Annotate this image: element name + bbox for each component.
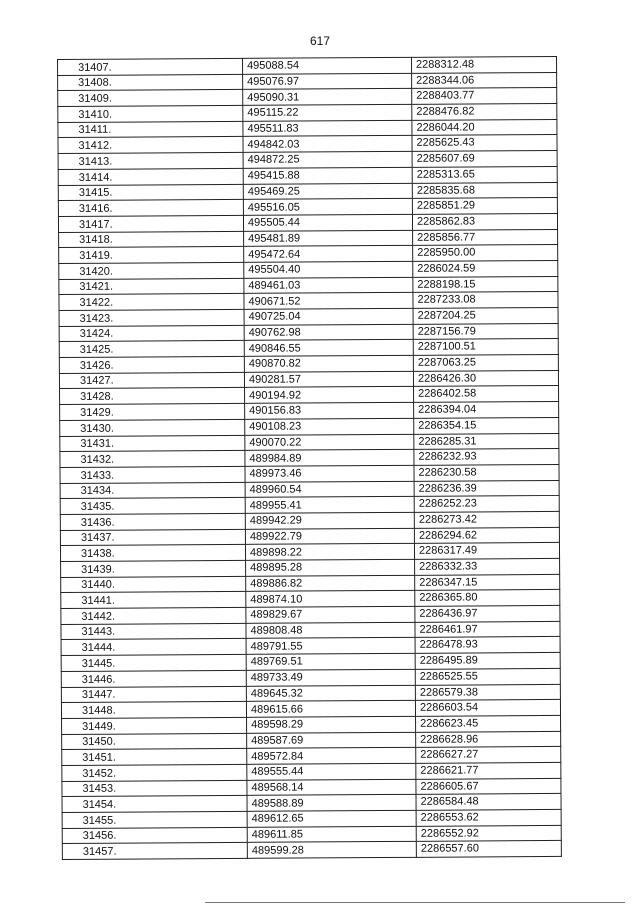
x-coordinate-cell: 495472.64 bbox=[244, 246, 413, 263]
point-id-cell: 31437. bbox=[60, 529, 245, 546]
y-coordinate-cell: 2288403.77 bbox=[412, 88, 557, 105]
point-id-cell: 31430. bbox=[60, 419, 245, 436]
x-coordinate-cell: 489898.22 bbox=[245, 544, 414, 561]
point-id-cell: 31408. bbox=[58, 74, 243, 91]
x-coordinate-cell: 490762.98 bbox=[244, 324, 413, 341]
y-coordinate-cell: 2288476.82 bbox=[412, 104, 557, 121]
x-coordinate-cell: 495505.44 bbox=[243, 214, 412, 231]
x-coordinate-cell: 489895.28 bbox=[246, 559, 415, 576]
bottom-rule bbox=[205, 902, 625, 903]
x-coordinate-cell: 489599.28 bbox=[247, 842, 416, 859]
x-coordinate-cell: 489572.84 bbox=[247, 748, 416, 765]
y-coordinate-cell: 2288312.48 bbox=[411, 56, 556, 73]
point-id-cell: 31432. bbox=[60, 451, 245, 468]
y-coordinate-cell: 2286285.31 bbox=[414, 433, 559, 450]
x-coordinate-cell: 495088.54 bbox=[242, 57, 411, 74]
y-coordinate-cell: 2288198.15 bbox=[413, 276, 558, 293]
y-coordinate-cell: 2286461.97 bbox=[415, 621, 560, 638]
y-coordinate-cell: 2286603.54 bbox=[415, 700, 560, 717]
point-id-cell: 31429. bbox=[60, 403, 245, 420]
y-coordinate-cell: 2285851.29 bbox=[412, 198, 557, 215]
y-coordinate-cell: 2286332.33 bbox=[415, 558, 560, 575]
y-coordinate-cell: 2285856.77 bbox=[413, 229, 558, 246]
y-coordinate-cell: 2286628.96 bbox=[416, 731, 561, 748]
x-coordinate-cell: 490281.57 bbox=[244, 371, 413, 388]
x-coordinate-cell: 495076.97 bbox=[243, 73, 412, 90]
point-id-cell: 31423. bbox=[59, 309, 244, 326]
coordinate-table-body bbox=[58, 56, 562, 859]
x-coordinate-cell: 489942.29 bbox=[245, 512, 414, 529]
y-coordinate-cell: 2286365.80 bbox=[415, 590, 560, 607]
x-coordinate-cell: 489769.51 bbox=[246, 653, 415, 670]
x-coordinate-cell: 495090.31 bbox=[243, 89, 412, 106]
y-coordinate-cell: 2286273.42 bbox=[414, 511, 559, 528]
y-coordinate-cell: 2286044.20 bbox=[412, 119, 557, 136]
x-coordinate-cell: 495115.22 bbox=[243, 104, 412, 121]
page-number: 617 bbox=[309, 34, 331, 48]
y-coordinate-cell: 2285950.00 bbox=[413, 245, 558, 262]
x-coordinate-cell: 490846.55 bbox=[244, 340, 413, 357]
y-coordinate-cell: 2286252.23 bbox=[414, 496, 559, 513]
y-coordinate-cell: 2285835.68 bbox=[412, 182, 557, 199]
point-id-cell: 31418. bbox=[59, 231, 244, 248]
x-coordinate-cell: 490870.82 bbox=[244, 355, 413, 372]
x-coordinate-cell: 495516.05 bbox=[243, 199, 412, 216]
point-id-cell: 31421. bbox=[59, 278, 244, 295]
y-coordinate-cell: 2286525.55 bbox=[415, 668, 560, 685]
point-id-cell: 31452. bbox=[62, 764, 247, 781]
x-coordinate-cell: 495511.83 bbox=[243, 120, 412, 137]
y-coordinate-cell: 2285625.43 bbox=[412, 135, 557, 152]
y-coordinate-cell: 2285862.83 bbox=[412, 213, 557, 230]
point-id-cell: 31438. bbox=[60, 545, 245, 562]
y-coordinate-cell: 2286436.97 bbox=[415, 606, 560, 623]
point-id-cell: 31428. bbox=[60, 388, 245, 405]
point-id-cell: 31447. bbox=[61, 686, 246, 703]
table-row bbox=[62, 841, 561, 860]
point-id-cell: 31450. bbox=[62, 733, 247, 750]
point-id-cell: 31410. bbox=[58, 105, 243, 122]
point-id-cell: 31443. bbox=[61, 623, 246, 640]
x-coordinate-cell: 489808.48 bbox=[246, 622, 415, 639]
x-coordinate-cell: 495504.40 bbox=[244, 261, 413, 278]
x-coordinate-cell: 489955.41 bbox=[245, 497, 414, 514]
point-id-cell: 31444. bbox=[61, 639, 246, 656]
point-id-cell: 31409. bbox=[58, 90, 243, 107]
y-coordinate-cell: 2286230.58 bbox=[414, 464, 559, 481]
point-id-cell: 31448. bbox=[61, 702, 246, 719]
y-coordinate-cell: 2287156.79 bbox=[413, 323, 558, 340]
y-coordinate-cell: 2286232.93 bbox=[414, 449, 559, 466]
y-coordinate-cell: 2286426.30 bbox=[413, 370, 558, 387]
x-coordinate-cell: 489960.54 bbox=[245, 481, 414, 498]
point-id-cell: 31407. bbox=[58, 58, 243, 75]
y-coordinate-cell: 2286557.60 bbox=[416, 841, 561, 858]
point-id-cell: 31439. bbox=[61, 560, 246, 577]
y-coordinate-cell: 2286623.45 bbox=[416, 715, 561, 732]
point-id-cell: 31441. bbox=[61, 592, 246, 609]
point-id-cell: 31440. bbox=[61, 576, 246, 593]
y-coordinate-cell: 2286552.92 bbox=[416, 825, 561, 842]
y-coordinate-cell: 2286579.38 bbox=[415, 684, 560, 701]
y-coordinate-cell: 2286478.93 bbox=[415, 637, 560, 654]
x-coordinate-cell: 489461.03 bbox=[244, 277, 413, 294]
y-coordinate-cell: 2286627.27 bbox=[416, 747, 561, 764]
x-coordinate-cell: 489555.44 bbox=[247, 763, 416, 780]
x-coordinate-cell: 490194.92 bbox=[245, 387, 414, 404]
y-coordinate-cell: 2286584.48 bbox=[416, 794, 561, 811]
point-id-cell: 31431. bbox=[60, 435, 245, 452]
point-id-cell: 31425. bbox=[59, 341, 244, 358]
x-coordinate-cell: 489922.79 bbox=[245, 528, 414, 545]
point-id-cell: 31435. bbox=[60, 498, 245, 515]
point-id-cell: 31422. bbox=[59, 294, 244, 311]
y-coordinate-cell: 2286354.15 bbox=[414, 417, 559, 434]
y-coordinate-cell: 2287100.51 bbox=[413, 339, 558, 356]
point-id-cell: 31446. bbox=[61, 670, 246, 687]
x-coordinate-cell: 489598.29 bbox=[247, 716, 416, 733]
point-id-cell: 31445. bbox=[61, 654, 246, 671]
x-coordinate-cell: 489587.69 bbox=[247, 732, 416, 749]
y-coordinate-cell: 2286024.59 bbox=[413, 260, 558, 277]
x-coordinate-cell: 489973.46 bbox=[245, 465, 414, 482]
y-coordinate-cell: 2285607.69 bbox=[412, 151, 557, 168]
y-coordinate-cell: 2286317.49 bbox=[414, 543, 559, 560]
x-coordinate-cell: 490108.23 bbox=[245, 418, 414, 435]
x-coordinate-cell: 489615.66 bbox=[246, 701, 415, 718]
y-coordinate-cell: 2288344.06 bbox=[412, 72, 557, 89]
y-coordinate-cell: 2286294.62 bbox=[414, 527, 559, 544]
point-id-cell: 31456. bbox=[62, 827, 247, 844]
y-coordinate-cell: 2286347.15 bbox=[415, 574, 560, 591]
point-id-cell: 31434. bbox=[60, 482, 245, 499]
point-id-cell: 31416. bbox=[58, 200, 243, 217]
x-coordinate-cell: 494872.25 bbox=[243, 151, 412, 168]
x-coordinate-cell: 489588.89 bbox=[247, 795, 416, 812]
x-coordinate-cell: 495469.25 bbox=[243, 183, 412, 200]
x-coordinate-cell: 490156.83 bbox=[245, 402, 414, 419]
x-coordinate-cell: 490725.04 bbox=[244, 308, 413, 325]
point-id-cell: 31433. bbox=[60, 466, 245, 483]
x-coordinate-cell: 489568.14 bbox=[247, 779, 416, 796]
point-id-cell: 31442. bbox=[61, 607, 246, 624]
x-coordinate-cell: 490671.52 bbox=[244, 293, 413, 310]
point-id-cell: 31411. bbox=[58, 121, 243, 138]
point-id-cell: 31453. bbox=[62, 780, 247, 797]
x-coordinate-cell: 489886.82 bbox=[246, 575, 415, 592]
point-id-cell: 31417. bbox=[58, 215, 243, 232]
x-coordinate-cell: 489733.49 bbox=[246, 669, 415, 686]
x-coordinate-cell: 489984.89 bbox=[245, 450, 414, 467]
point-id-cell: 31414. bbox=[58, 168, 243, 185]
x-coordinate-cell: 494842.03 bbox=[243, 136, 412, 153]
y-coordinate-cell: 2287063.25 bbox=[413, 355, 558, 372]
y-coordinate-cell: 2286605.67 bbox=[416, 778, 561, 795]
point-id-cell: 31415. bbox=[58, 184, 243, 201]
y-coordinate-cell: 2286495.89 bbox=[415, 653, 560, 670]
y-coordinate-cell: 2286621.77 bbox=[416, 762, 561, 779]
y-coordinate-cell: 2285313.65 bbox=[412, 166, 557, 183]
point-id-cell: 31427. bbox=[59, 372, 244, 389]
point-id-cell: 31449. bbox=[62, 717, 247, 734]
x-coordinate-cell: 495481.89 bbox=[244, 230, 413, 247]
y-coordinate-cell: 2286402.58 bbox=[414, 386, 559, 403]
point-id-cell: 31457. bbox=[62, 843, 247, 860]
point-id-cell: 31451. bbox=[62, 749, 247, 766]
x-coordinate-cell: 489645.32 bbox=[246, 685, 415, 702]
point-id-cell: 31426. bbox=[59, 356, 244, 373]
y-coordinate-cell: 2286553.62 bbox=[416, 809, 561, 826]
point-id-cell: 31454. bbox=[62, 796, 247, 813]
coordinate-table bbox=[57, 56, 562, 860]
point-id-cell: 31413. bbox=[58, 152, 243, 169]
point-id-cell: 31436. bbox=[60, 513, 245, 530]
point-id-cell: 31424. bbox=[59, 325, 244, 342]
x-coordinate-cell: 489611.85 bbox=[247, 826, 416, 843]
point-id-cell: 31419. bbox=[59, 247, 244, 264]
y-coordinate-cell: 2286236.39 bbox=[414, 480, 559, 497]
point-id-cell: 31455. bbox=[62, 811, 247, 828]
y-coordinate-cell: 2287204.25 bbox=[413, 307, 558, 324]
y-coordinate-cell: 2286394.04 bbox=[414, 402, 559, 419]
point-id-cell: 31412. bbox=[58, 137, 243, 154]
x-coordinate-cell: 489829.67 bbox=[246, 606, 415, 623]
point-id-cell: 31420. bbox=[59, 262, 244, 279]
x-coordinate-cell: 489612.65 bbox=[247, 810, 416, 827]
x-coordinate-cell: 489874.10 bbox=[246, 591, 415, 608]
x-coordinate-cell: 495415.88 bbox=[243, 167, 412, 184]
x-coordinate-cell: 490070.22 bbox=[245, 434, 414, 451]
y-coordinate-cell: 2287233.08 bbox=[413, 292, 558, 309]
x-coordinate-cell: 489791.55 bbox=[246, 638, 415, 655]
